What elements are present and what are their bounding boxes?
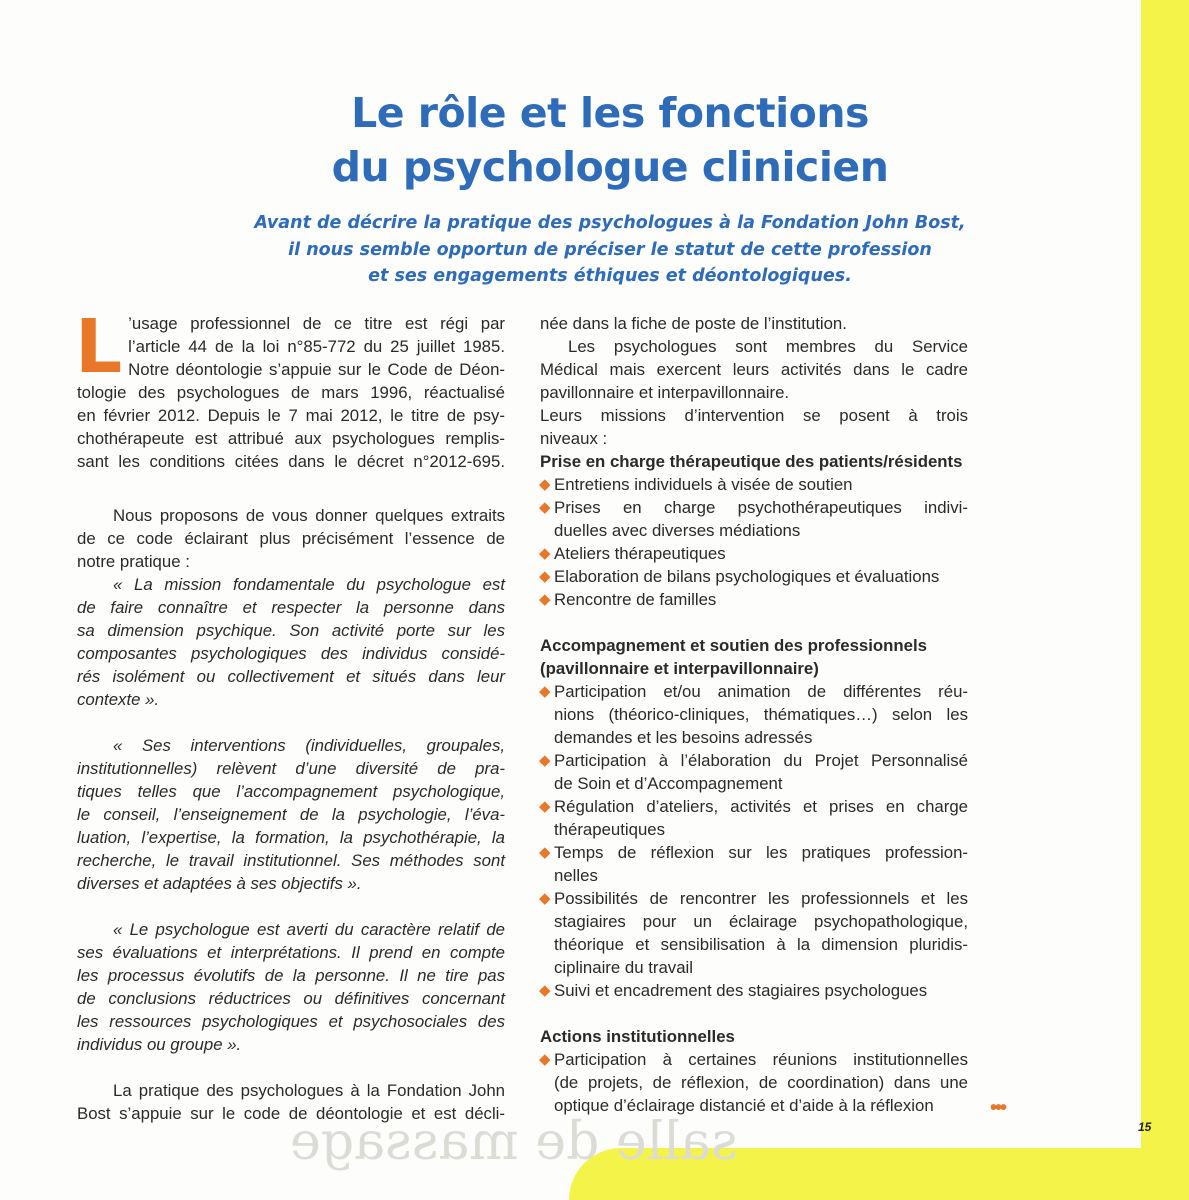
text-line: Les psychologues sont membres du Service [568, 337, 968, 356]
bullet-list-professionals [540, 680, 968, 1002]
diamond-bullet-icon: ◆ [539, 890, 551, 907]
list-item: ◆ Entretiens individuels à visée de soutien [539, 475, 853, 494]
text-line: de faire connaître et respecter la personne dans [77, 598, 505, 617]
text-line: luation, l’expertise, la formation, la psychothérapie, la [77, 828, 505, 847]
text-line: Leurs missions d’intervention se posent à trois [540, 406, 968, 425]
list-item: ◆ Ateliers thérapeutiques [539, 544, 726, 563]
intro-paragraph [160, 210, 1060, 290]
text-line: tiques telles que l’accompagnement psychologique, [77, 782, 505, 801]
diamond-bullet-icon: ◆ [539, 545, 551, 562]
bullet-list-patients [540, 473, 968, 611]
list-item: ◆ Elaboration de bilans psychologiques et évaluations [539, 567, 940, 586]
list-item: ◆ Participation à l’élaboration du Projet Personnalisé de Soin et d’Accompagnement [539, 751, 968, 793]
text-line: contexte ». [77, 690, 160, 709]
text-line: sa dimension psychique. Son activité porte sur les [77, 621, 505, 640]
text-line: « Le psychologue est averti du caractère relatif de [113, 920, 505, 939]
section-heading: Prise en charge thérapeutique des patients/résidents [540, 452, 963, 471]
text-line: les processus évolutifs de la personne. Il ne tire pas [77, 966, 505, 985]
diamond-bullet-icon: ◆ [539, 844, 551, 861]
list-item: ◆ Rencontre de familles [539, 590, 717, 609]
yellow-side-band [1141, 0, 1189, 1200]
text-line: ses évaluations et interprétations. Il prend en compte [77, 943, 505, 962]
section-heading: Actions institutionnelles [540, 1027, 735, 1046]
list-item: ◆ Régulation d’ateliers, activités et prises en charge thérapeutiques [539, 797, 968, 839]
text-line: les ressources psychologiques et psychosociales des [77, 1012, 505, 1031]
paragraph-usage [75, 304, 505, 473]
text-line: chothérapeute est attribué aux psychologues remplis- [77, 429, 505, 448]
text-line: « Ses interventions (individuelles, groupales, [113, 736, 505, 755]
diamond-bullet-icon: ◆ [539, 982, 551, 999]
text-line: institutionnelles) relèvent d’une diversité de pra- [77, 759, 505, 778]
diamond-bullet-icon: ◆ [539, 752, 551, 769]
section-heading-sub: (pavillonnaire et interpavillonnaire) [540, 659, 819, 678]
paragraph-practice [77, 1079, 505, 1125]
text-line: ’usage professionnel de ce titre est régi par [128, 314, 505, 333]
paragraph-service [540, 335, 968, 404]
text-line: « La mission fondamentale du psychologue est [113, 575, 505, 594]
text-line: recherche, le travail institutionnel. Ses méthodes sont [77, 851, 505, 870]
text-line: l’article 44 de la loi n°85-772 du 25 juillet 1985. [128, 337, 505, 356]
list-item: ◆ Possibilités de rencontrer les professionnels et les stagiaires pour un éclairage psychopathologique, théorique et sensibilisation à la dimension pluridis- ciplinaire du travail [539, 889, 968, 977]
right-column [540, 312, 968, 1117]
diamond-bullet-icon: ◆ [539, 499, 551, 516]
diamond-bullet-icon: ◆ [539, 476, 551, 493]
title-line-1: Le rôle et les fonctions [351, 89, 869, 137]
title-line-2: du psychologue clinicien [331, 143, 889, 191]
intro-line-2: il nous semble opportun de préciser le statut de cette profession [288, 239, 932, 260]
text-line: pavillonnaire et interpavillonnaire. [540, 383, 790, 402]
section-heading: Accompagnement et soutien des professionnels [540, 636, 927, 655]
text-line: le conseil, l’enseignement de la psychologie, l’éva- [77, 805, 505, 824]
text-line: de conclusions réductrices ou définitives concernant [77, 989, 505, 1008]
text-line: née dans la fiche de poste de l’institution. [540, 314, 847, 333]
list-item: ◆ Prises en charge psychothérapeutiques indivi- duelles avec diverses médiations [539, 498, 968, 540]
text-line: Médical mais exercent leurs activités dans le cadre [540, 360, 968, 379]
left-column [75, 304, 505, 1125]
list-item: ◆ Suivi et encadrement des stagiaires psychologues [539, 981, 928, 1000]
text-line: notre pratique : [77, 552, 190, 571]
text-line: tologie des psychologues de mars 1996, réactualisé [77, 383, 505, 402]
quote-mission [77, 573, 505, 711]
bullet-list-institutional [540, 1048, 968, 1117]
text-line: en février 2012. Depuis le 7 mai 2012, le titre de psy- [77, 406, 505, 425]
text-line: diverses et adaptées à ses objectifs ». [77, 874, 362, 893]
quote-interventions [77, 734, 505, 895]
text-line: niveaux : [540, 429, 608, 448]
quote-evaluations [77, 918, 505, 1056]
page-title [200, 86, 1020, 194]
list-item: ◆ Temps de réflexion sur les pratiques profession- nelles [539, 843, 968, 885]
text-line: composantes psychologiques des individus considé- [77, 644, 505, 663]
diamond-bullet-icon: ◆ [539, 683, 551, 700]
diamond-bullet-icon: ◆ [539, 568, 551, 585]
paragraph-missions [540, 404, 968, 450]
show-through-text: salle de massage [290, 1112, 738, 1172]
continuation-dots: ••• [990, 1097, 1006, 1119]
diamond-bullet-icon: ◆ [539, 798, 551, 815]
text-line: de ce code éclairant plus précisément l’essence de [77, 529, 505, 548]
intro-line-1: Avant de décrire la pratique des psychologues à la Fondation John Bost, [254, 213, 966, 233]
text-line: Bost s’appuie sur le code de déontologie et est décli- [77, 1104, 505, 1123]
text-line: Nous proposons de vous donner quelques extraits [113, 506, 505, 525]
page-number: 15 [1138, 1120, 1152, 1134]
text-line: sant les conditions citées dans le décret n°2012-695. [77, 452, 505, 471]
text-line: individus ou groupe ». [77, 1035, 242, 1054]
diamond-bullet-icon: ◆ [539, 591, 551, 608]
intro-line-3: et ses engagements éthiques et déontologiques. [368, 266, 852, 286]
text-line: Notre déontologie s’appuie sur le Code de Déon- [128, 360, 505, 379]
list-item: ◆ Participation à certaines réunions institutionnelles (de projets, de réflexion, de coordination) dans une optique d’éclairage distancié et d’aide à la réflexion [539, 1050, 968, 1115]
text-line: rés isolément ou collectivement et situés dans leur [77, 667, 505, 686]
list-item: ◆ Participation et/ou animation de différentes réu- nions (théorico-cliniques, thématiques…) selon les demandes et les besoins adressés [539, 682, 968, 747]
drop-cap: L [75, 304, 123, 390]
paragraph-extracts [77, 504, 505, 573]
diamond-bullet-icon: ◆ [539, 1051, 551, 1068]
text-line: La pratique des psychologues à la Fondation John [113, 1081, 505, 1100]
